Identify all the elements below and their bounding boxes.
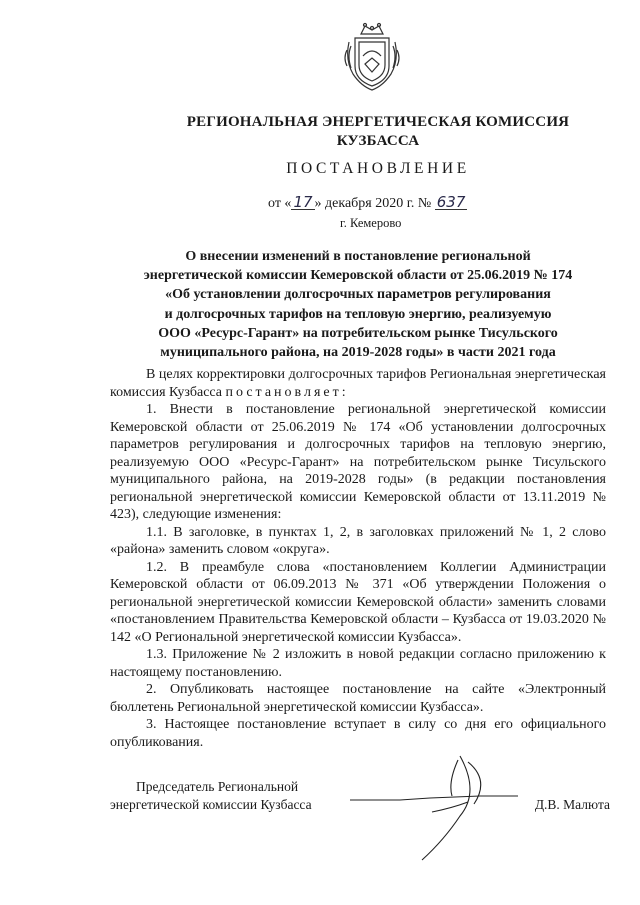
paragraph-1-1: 1.1. В заголовке, в пунктах 1, 2, в заголовках приложений № 1, 2 слово «района» заменить словом «округа».	[110, 524, 606, 557]
intro-text: В целях корректировки долгосрочных тарифов Региональная энергетическая комиссия Кузбасса	[110, 367, 606, 400]
date-middle: » декабря 2020 г. №	[314, 196, 432, 211]
paragraph-1-2: 1.2. В преамбуле слова «постановлением Коллегии Администрации Кемеровской области от 06.09.2013 № 371 «Об утверждении Положения о региональной энергетической комиссии Кемеровской области» заменить словами «постановлением Правительства Кемеровской области – Кузбасса от 19.03.2020 № 142 «О Региональной энергетической комиссии Кузбасса».	[110, 559, 606, 645]
title-line: «Об установлении долгосрочных параметров регулирования	[165, 287, 551, 303]
signatory-name: Д.В. Малюта	[534, 797, 610, 812]
paragraph-2: 2. Опубликовать настоящее постановление на сайте «Электронный бюллетень Региональной энергетической комиссии Кузбасса».	[110, 682, 606, 715]
title-line: ООО «Ресурс-Гарант» на потребительском рынке Тисульского	[158, 325, 558, 341]
title-line: энергетической комиссии Кемеровской области от 25.06.2019 № 174	[143, 268, 573, 284]
title-line: О внесении изменений в постановление региональной	[185, 249, 531, 264]
intro-verb: постановляет:	[225, 384, 349, 400]
city: г. Кемерово	[340, 216, 402, 230]
document-type: ПОСТАНОВЛЕНИЕ	[286, 160, 470, 177]
org-line-2: КУЗБАССА	[336, 133, 420, 149]
position-line-2: энергетической комиссии Кузбасса	[110, 797, 312, 812]
paragraph-3: 3. Настоящее постановление вступает в силу со дня его официального опубликования.	[110, 717, 606, 750]
date-prefix: от «	[268, 196, 292, 211]
document-body	[110, 366, 606, 751]
organization-name	[150, 113, 606, 151]
title-line: муниципального района, на 2019-2028 годы» в части 2021 года	[160, 345, 556, 361]
org-line-1: РЕГИОНАЛЬНАЯ ЭНЕРГЕТИЧЕСКАЯ КОМИССИЯ	[186, 114, 570, 130]
coat-of-arms-icon	[341, 20, 403, 94]
date-day: 17	[293, 193, 313, 211]
handwritten-signature	[340, 752, 540, 872]
document-title	[110, 247, 606, 362]
signatory-position	[110, 778, 312, 814]
title-line: и долгосрочных тарифов на тепловую энергию, реализуемую	[164, 306, 552, 322]
document-number: 637	[436, 193, 466, 211]
intro-paragraph	[110, 366, 606, 401]
date-line	[268, 195, 640, 212]
position-line-1: Председатель Региональной	[136, 779, 299, 794]
paragraph-1-3: 1.3. Приложение № 2 изложить в новой редакции согласно приложению к настоящему постановлению.	[110, 647, 606, 680]
paragraph-1: 1. Внести в постановление региональной энергетической комиссии Кемеровской области от 25.06.2019 № 174 «Об установлении долгосрочных параметров регулирования и долгосрочных тарифов на тепловую энергию, реализуемую ООО «Ресурс-Гарант» на потребительском рынке Тисульского муниципального района, на 2019-2028 годы» (в редакции постановления региональной энергетической комиссии Кемеровской области от 13.11.2019 № 423), следующие изменения:	[110, 402, 606, 522]
